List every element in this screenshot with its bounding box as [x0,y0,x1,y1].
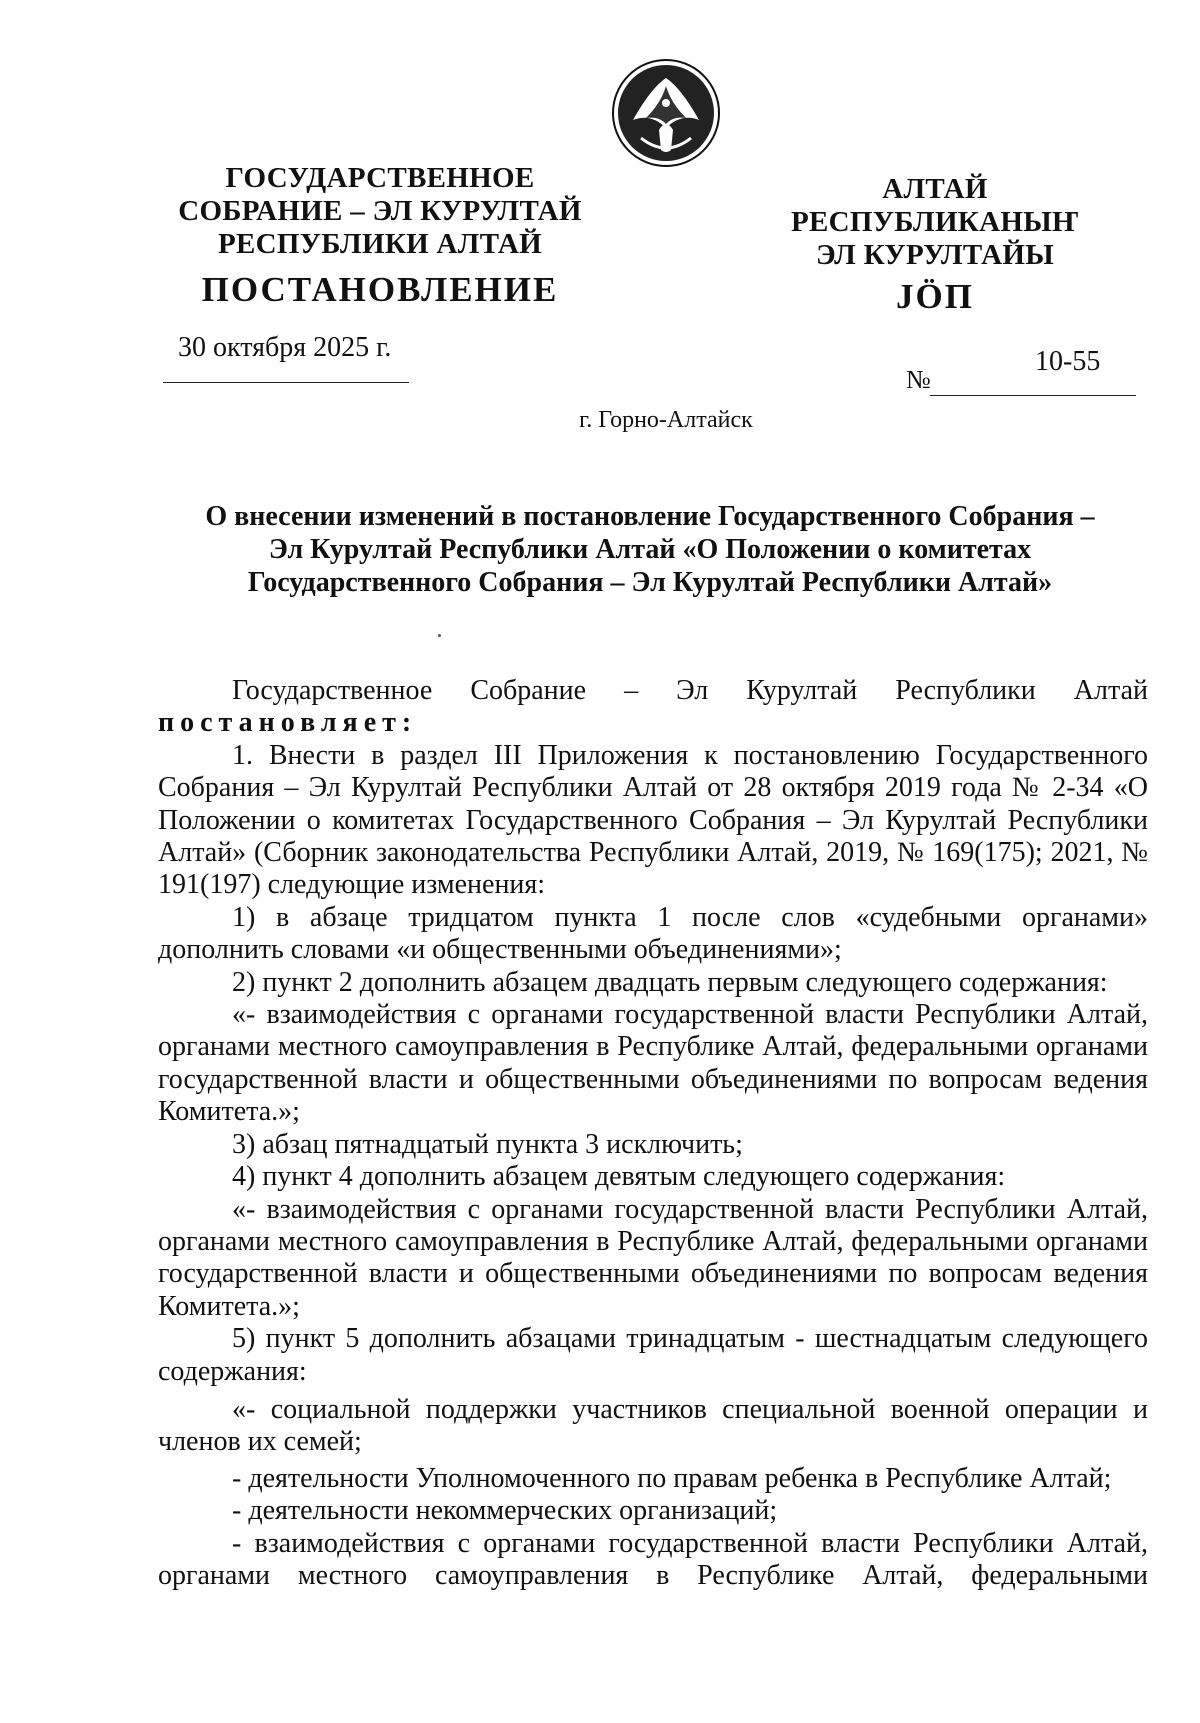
header-right-line-1: АЛТАЙ РЕСПУБЛИКАНЫҤ [790,173,1080,238]
quote-5d: - взаимодействия с органами государственной власти Республики Алтай, органами местного самоуправления в Республике Алтай, федеральными [158,1527,1148,1591]
title-line-1: О внесении изменений в постановление Государственного Собрания – [205,501,1095,532]
document-number: 10-55 [1035,346,1101,377]
doc-type-ru: ПОСТАНОВЛЕНИЕ [201,270,559,309]
quote-4: «- взаимодействия с органами государственной власти Республики Алтай, органами местного самоуправления в Республике Алтай, федеральными органами государственной власти и общественными объединениями по вопросам ведения Комитета.»; [158,1193,1148,1322]
number-underline [930,395,1136,396]
quote-5c: - деятельности некоммерческих организаций; [232,1495,778,1527]
subitem-1: 1) в абзаце тридцатом пункта 1 после слов «судебными органами» дополнить словами «и общественными объединениями»; [158,901,1148,966]
quote-5b: - деятельности Уполномоченного по правам ребенка в Республике Алтай; [232,1462,1112,1494]
number-label: № [906,365,931,394]
subitem-3: 3) абзац пятнадцатый пункта 3 исключить; [232,1128,743,1160]
republic-emblem-icon [611,58,721,168]
subitem-5: 5) пункт 5 дополнить абзацами тринадцатым - шестнадцатым следующего содержания: [158,1323,1148,1387]
header-left-line-2: СОБРАНИЕ – ЭЛ КУРУЛТАЙ [178,195,582,227]
header-right-org [735,173,1135,272]
document-title [150,500,1150,599]
date-underline [163,382,409,383]
header-left-line-3: РЕСПУБЛИКИ АЛТАЙ [217,228,543,260]
place: г. Горно-Алтайск [579,407,753,433]
title-line-3: Государственного Собрания – Эл Курултай Республики Алтай» [247,567,1053,598]
quote-5a: «- социальной поддержки участников специальной военной операции и членов их семей; [158,1393,1148,1458]
doc-type-alt: JÖП [896,277,974,316]
scan-speck [438,634,441,637]
document-date: 30 октября 2025 г. [178,332,392,363]
subitem-2: 2) пункт 2 дополнить абзацем двадцать первым следующего содержания: [232,966,1108,998]
header-left-org [170,162,590,261]
decree-word: постановляет: [158,707,418,739]
intro-paragraph: Государственное Собрание – Эл Курултай Республики Алтай [232,675,1148,706]
header-right-line-2: ЭЛ КУРУЛТАЙЫ [816,239,1054,271]
item-1: 1. Внести в раздел III Приложения к постановлению Государственного Собрания – Эл Курултай Республики Алтай от 28 октября 2019 года № 2-34 «О Положении о комитетах Государственного Собрания – Эл Курултай Республики Алтай» (Сборник законодательства Республики Алтай, 2019, № 169(175); 2021, № 191(197) следующие изменения: [158,739,1148,901]
quote-2: «- взаимодействия с органами государственной власти Республики Алтай, органами местного самоуправления в Республике Алтай, федеральными органами государственной власти и общественными объединениями по вопросам ведения Комитета.»; [158,999,1148,1128]
document-body [158,675,1148,1592]
header-left-line-1: ГОСУДАРСТВЕННОЕ [225,162,535,194]
subitem-4: 4) пункт 4 дополнить абзацем девятым следующего содержания: [232,1161,1006,1193]
title-line-2: Эл Курултай Республики Алтай «О Положении о комитетах [268,534,1032,565]
